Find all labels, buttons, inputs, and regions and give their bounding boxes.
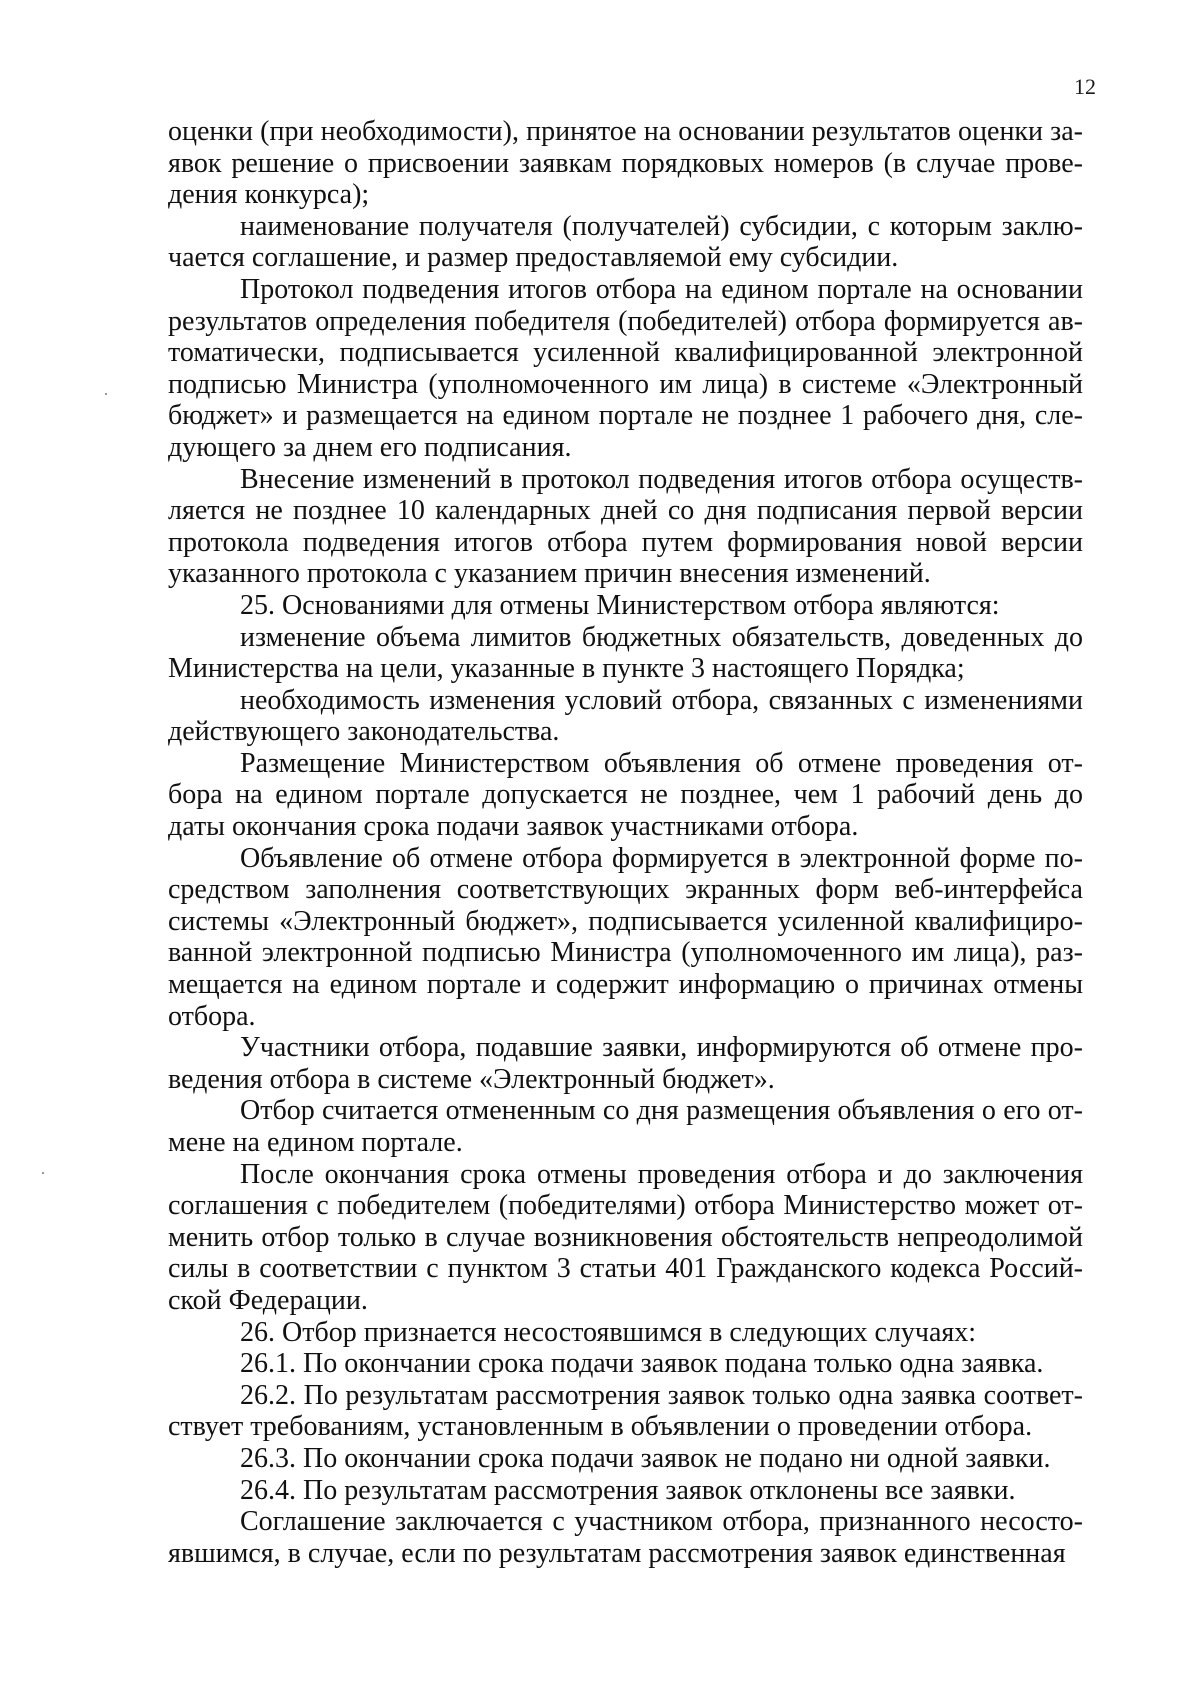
paragraph: Отбор считается отмененным со дня размещения объявления о его отмене на едином портале. [168, 1095, 1083, 1158]
paragraph: 26.1. По окончании срока подачи заявок подана только одна заявка. [240, 1348, 1044, 1380]
paragraph: наименование получателя (получателей) субсидии, с которым заключается соглашение, и размер предоставляемой ему субсидии. [168, 210, 1083, 274]
page-number: 12 [1074, 74, 1096, 99]
paragraph: Внесение изменений в протокол подведения итогов отбора осуществляется не позднее 10 календарных дней со дня подписания первой версии протокола подведения итогов отбора путем формирования новой версии указанного протокола с указанием причин внесения изменений. [168, 463, 1083, 590]
paragraph: изменение объема лимитов бюджетных обязательств, доведенных до Министерства на цели, указанные в пункте 3 настоящего Порядка; [168, 621, 1083, 685]
paragraph: 26.2. По результатам рассмотрения заявок только одна заявка соответствует требованиям, установленным в объявлении о проведении отбора. [168, 1379, 1083, 1443]
paragraph: 25. Основаниями для отмены Министерством отбора являются: [240, 589, 1000, 621]
document-body [168, 116, 1083, 1569]
scan-speck [105, 393, 107, 395]
paragraph: Размещение Министерством объявления об отмене проведения отбора на едином портале допускается не позднее, чем 1 рабочий день до даты окончания срока подачи заявок участниками отбора. [168, 747, 1083, 843]
paragraph: Соглашение заключается с участником отбора, признанного несостоявшимся, в случае, если по результатам рассмотрения заявок единственная [168, 1506, 1083, 1569]
paragraph: оценки (при необходимости), принятое на основании результатов оценки заявок решение о присвоении заявкам порядковых номеров (в случае проведения конкурса); [168, 116, 1083, 211]
paragraph: 26. Отбор признается несостоявшимся в следующих случаях: [240, 1316, 977, 1348]
paragraph: 26.3. По окончании срока подачи заявок не подано ни одной заявки. [240, 1442, 1051, 1474]
paragraph: Протокол подведения итогов отбора на едином портале на основании результатов определения победителя (победителей) отбора формируется автоматически, подписывается усиленной квалифицированной электронной подписью Министра (уполномоченного им лица) в системе «Электронный бюджет» и размещается на едином портале не позднее 1 рабочего дня, следующего за днем его подписания. [168, 273, 1083, 463]
scan-speck [42, 1172, 44, 1174]
paragraph: Участники отбора, подавшие заявки, информируются об отмене проведения отбора в системе «Электронный бюджет». [168, 1032, 1083, 1095]
paragraph: 26.4. По результатам рассмотрения заявок отклонены все заявки. [240, 1474, 1016, 1506]
paragraph: После окончания срока отмены проведения отбора и до заключения соглашения с победителем (победителями) отбора Министерство может отменить отбор только в случае возникновения обстоятельств непреодолимой силы в соответствии с пунктом 3 статьи 401 Гражданского кодекса Российской Федерации. [168, 1158, 1083, 1316]
paragraph: необходимость изменения условий отбора, связанных с изменениями действующего законодательства. [168, 684, 1083, 748]
paragraph: Объявление об отмене отбора формируется в электронной форме посредством заполнения соответствующих экранных форм веб-интерфейса системы «Электронный бюджет», подписывается усиленной квалифицированной электронной подписью Министра (уполномоченного им лица), размещается на едином портале и содержит информацию о причинах отмены отбора. [168, 842, 1083, 1032]
